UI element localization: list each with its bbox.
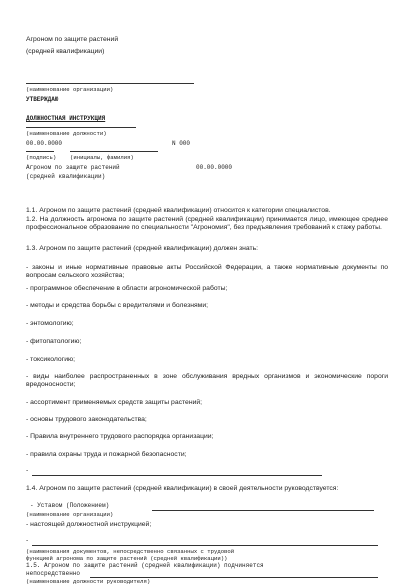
head-caption: (наименование должности руководителя) (26, 578, 151, 585)
para-1-1: 1.1. Агроном по защите растений (средней квалификации) относится к категории специалистов. (26, 207, 331, 214)
initials-line (70, 151, 158, 152)
knows-item: - основы трудового законодательства; (26, 416, 147, 423)
position-line (26, 127, 136, 128)
docs-caption-2: функцией агронома по защите растений (средней квалификации)) (26, 555, 228, 562)
charter-line (152, 510, 374, 511)
blank-docs-line (32, 545, 378, 546)
blank-dash: - (26, 467, 29, 474)
para-1-2: 1.2. На должность агронома по защите растений (средней квалификации) принимается лицо, имеющее среднее профессиональное образование по специальности "Агрономия", без предъявления требований к стажу работы. (26, 216, 388, 232)
doc-type-label: ДОЛЖНОСТНАЯ ИНСТРУКЦИЯ (26, 115, 106, 122)
signature-line (26, 151, 54, 152)
knows-item: - законы и иные нормативные правовые акты Российской Федерации, а также нормативные документы по вопросам сельского хозяйства; (26, 264, 388, 280)
org-line (26, 83, 194, 84)
charter-label: - Уставом (Положением) (30, 502, 110, 509)
blank-knows-line (32, 475, 322, 476)
org-caption: (наименование организации) (26, 86, 114, 93)
knows-item: - виды наиболее распространенных в зоне обслуживания вредных организмов и экономические пороги вредоносности; (26, 373, 388, 389)
para-1-3: 1.3. Агроном по защите растений (средней квалификации) должен знать: (26, 245, 259, 252)
docs-caption-1: (наименования документов, непосредственно связанных с трудовой (26, 548, 235, 555)
knows-item: - правила охраны труда и пожарной безопасности; (26, 451, 187, 458)
initials-caption: (инициалы, фамилия) (70, 154, 134, 161)
charter-caption: (наименование организации) (26, 511, 114, 518)
para-1-5-cont: непосредственно (26, 570, 81, 577)
knows-item: - методы и средства борьбы с вредителями и болезнями; (26, 302, 209, 309)
knows-item: - программное обеспечение в области агрономической работы; (26, 285, 228, 292)
para-1-5: 1.5. Агроном по защите растений (средней квалификации) подчиняется (26, 562, 264, 569)
doc-number: N 000 (172, 140, 191, 147)
position-name-line2: (средней квалификации) (26, 173, 106, 180)
blank-dash: - (26, 537, 29, 544)
knows-item: - Правила внутреннего трудового распорядка организации; (26, 433, 214, 440)
position-caption: (наименование должности) (26, 130, 107, 137)
approve-label: УТВЕРЖДАЮ (26, 96, 59, 103)
doc-date: 00.00.0000 (26, 140, 63, 147)
knows-item: - токсикологию; (26, 356, 75, 363)
signature-caption: (подпись) (26, 154, 57, 161)
knows-item: - энтомологию; (26, 320, 74, 327)
this-instruction: - настоящей должностной инструкцией; (26, 521, 152, 528)
document-title: Агроном по защите растений (26, 36, 119, 43)
para-1-4: 1.4. Агроном по защите растений (средней квалификации) в своей деятельности руководствуется: (26, 485, 339, 492)
knows-item: - ассортимент применяемых средств защиты растений; (26, 399, 203, 406)
position-date: 00.00.0000 (196, 164, 233, 171)
knows-item: - фитопатологию; (26, 338, 82, 345)
position-name-line1: Агроном по защите растений (26, 164, 120, 171)
document-subtitle: (средней квалификации) (26, 48, 105, 55)
